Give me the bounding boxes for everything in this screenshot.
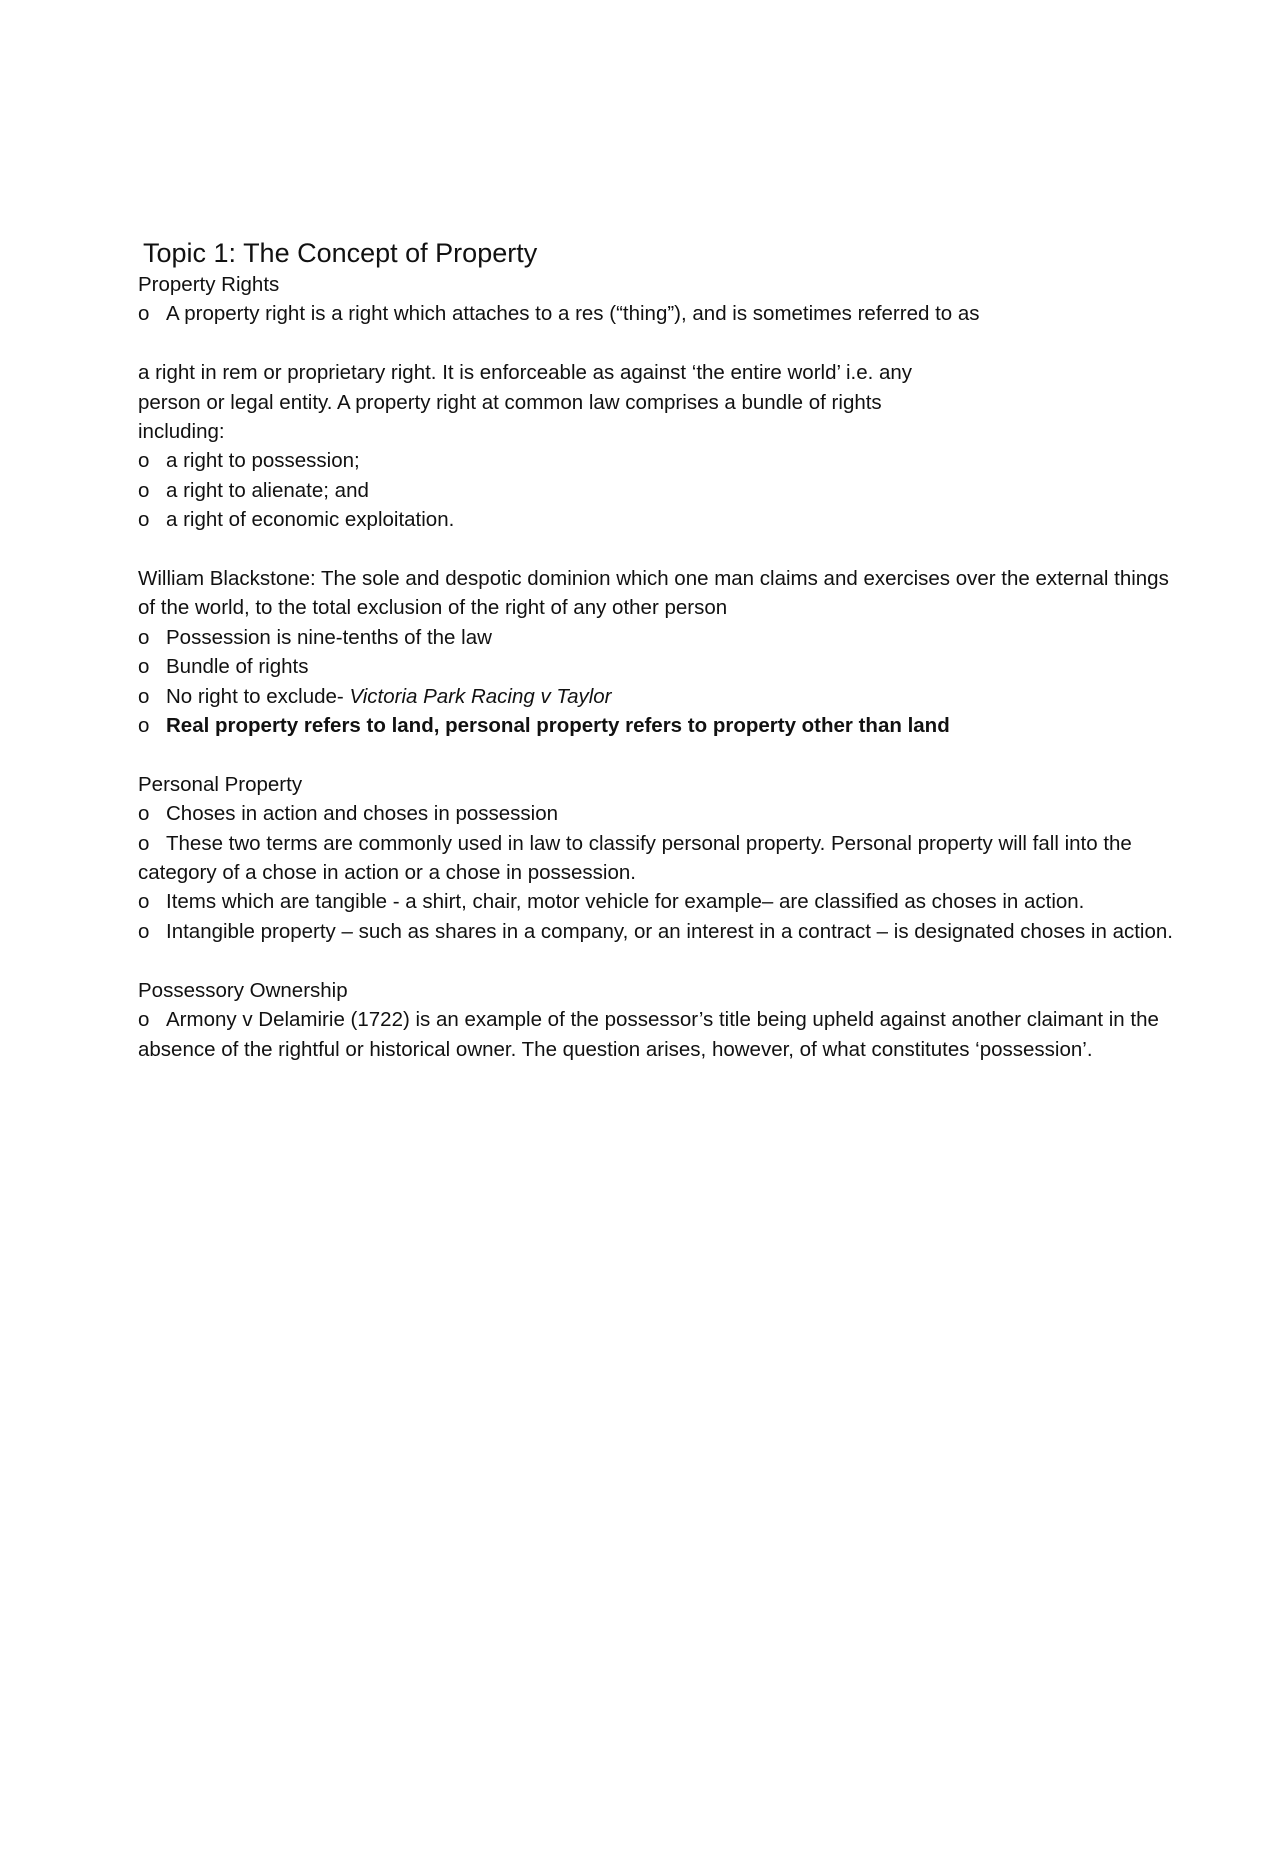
list-item	[138, 887, 1178, 916]
paragraph-line: including:	[138, 420, 225, 444]
list-item	[138, 299, 1178, 328]
list-item-text: No right to exclude-	[166, 684, 350, 708]
list-item-text: a right to alienate; and	[166, 478, 369, 502]
bullet-icon: o	[138, 802, 150, 826]
list-item-text: A property right is a right which attaches to a res (“thing”), and is sometimes referred to as	[166, 302, 980, 326]
paragraph-line: a right in rem or proprietary right. It is enforceable as against ‘the entire world’ i.e. any	[138, 361, 913, 385]
list-item	[138, 505, 1178, 534]
section-heading-possessory-ownership: Possessory Ownership	[138, 978, 348, 1002]
list-item-text: Possession is nine-tenths of the law	[166, 625, 492, 649]
bullet-icon: o	[138, 449, 150, 473]
list-item	[138, 652, 1178, 681]
bullet-icon: o	[138, 302, 150, 326]
bullet-icon: o	[138, 714, 150, 738]
list-item-text: Items which are tangible - a shirt, chair, motor vehicle for example– are classified as choses in action.	[166, 890, 1085, 914]
list-item	[138, 446, 1178, 475]
list-item	[138, 799, 1178, 828]
list-item	[138, 476, 1178, 505]
blackstone-paragraph: William Blackstone: The sole and despotic dominion which one man claims and exercises over the external things of the world, to the total exclusion of the right of any other person	[138, 567, 1169, 620]
list-item-text: Choses in action and choses in possession	[166, 802, 559, 826]
list-item	[138, 1005, 1178, 1064]
list-item-text: Intangible property – such as shares in a company, or an interest in a contract – is designated choses in action.	[166, 919, 1173, 943]
list-item	[138, 682, 1178, 711]
list-item-text: a right to possession;	[166, 449, 360, 473]
bullet-icon: o	[138, 1008, 150, 1032]
bullet-icon: o	[138, 625, 150, 649]
bullet-icon: o	[138, 478, 150, 502]
case-citation: Victoria Park Racing v Taylor	[349, 684, 612, 708]
list-item	[138, 623, 1178, 652]
document-page	[138, 236, 1178, 1064]
section-heading-property-rights: Property Rights	[138, 273, 280, 296]
bullet-icon: o	[138, 684, 150, 708]
list-item-text: These two terms are commonly used in law to classify personal property. Personal property will fall into the category of a chose in action or a chose in possession.	[138, 831, 1132, 885]
list-item-text: Real property refers to land, personal property refers to property other than land	[166, 714, 950, 738]
section-heading-personal-property: Personal Property	[138, 772, 303, 796]
bullet-icon: o	[138, 655, 150, 679]
bullet-icon: o	[138, 890, 150, 914]
list-item	[138, 829, 1178, 888]
list-item-text: Armony v Delamirie (1722) is an example of the possessor’s title being upheld against another claimant in the absence of the rightful or historical owner. The question arises, however, of what constitutes ‘possession’.	[138, 1008, 1159, 1061]
list-item	[138, 711, 1178, 740]
bullet-icon: o	[138, 831, 150, 855]
list-item-text: a right of economic exploitation.	[166, 508, 455, 532]
page-title: Topic 1: The Concept of Property	[143, 238, 538, 268]
list-item-text: Bundle of rights	[166, 655, 309, 679]
bullet-icon: o	[138, 508, 150, 532]
list-item	[138, 917, 1178, 946]
bullet-icon: o	[138, 919, 150, 943]
paragraph-line: person or legal entity. A property right at common law comprises a bundle of rights	[138, 390, 882, 414]
